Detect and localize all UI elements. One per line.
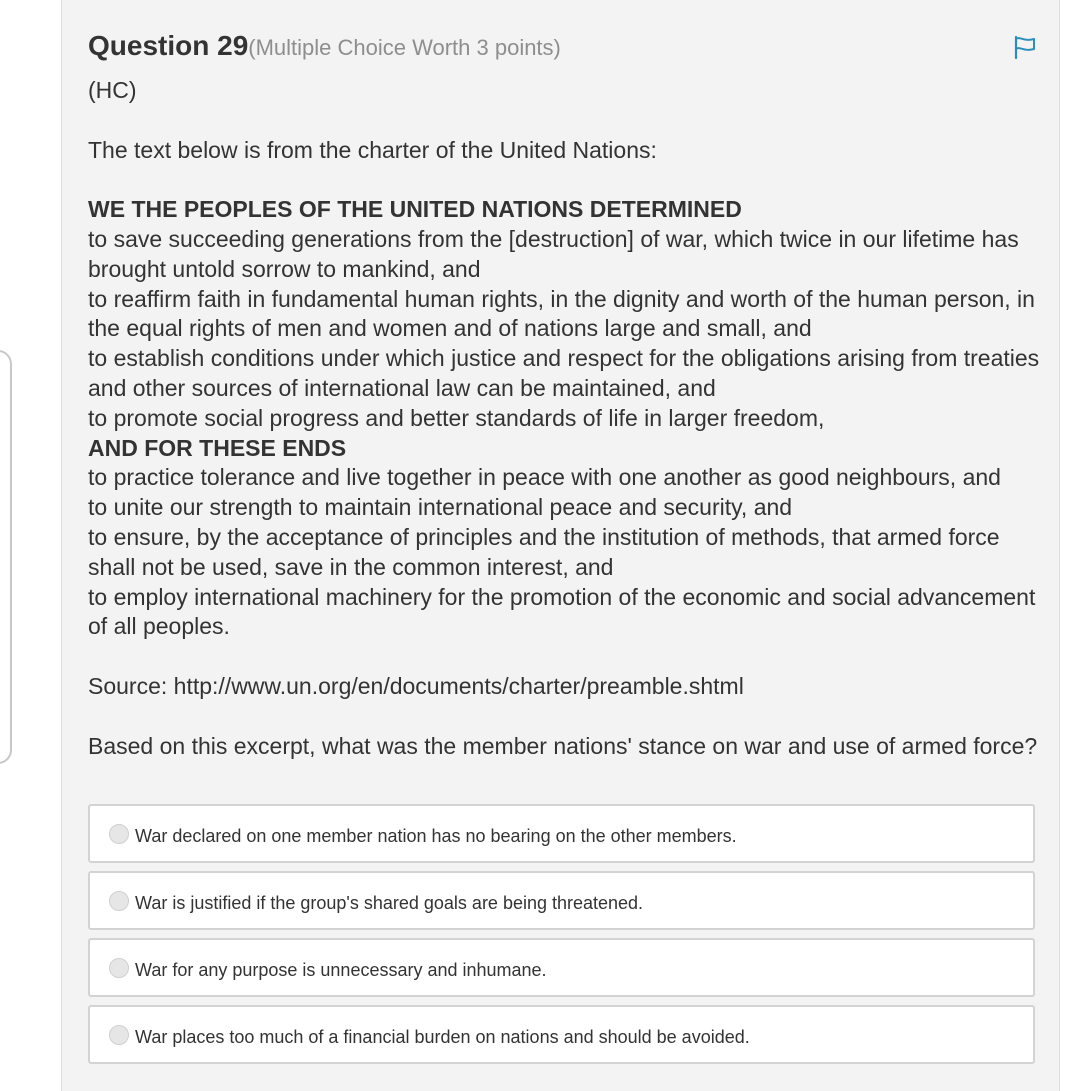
excerpt-line: to unite our strength to maintain international peace and security, and [88, 494, 793, 521]
answer-choice[interactable] [88, 871, 1035, 930]
excerpt-source: Source: http://www.un.org/en/documents/charter/preamble.shtml [88, 672, 744, 699]
question-card [61, 0, 1060, 1091]
question-header [88, 30, 561, 66]
excerpt-line: to promote social progress and better standards of life in larger freedom, [88, 404, 825, 431]
radio-button[interactable] [109, 824, 129, 844]
excerpt-line: to establish conditions under which justice and respect for the obligations arising from treaties and other sources of international law can be maintained, and [88, 345, 1040, 401]
answer-choice[interactable] [88, 804, 1035, 863]
radio-button[interactable] [109, 1025, 129, 1045]
flag-question-button[interactable] [1012, 34, 1038, 60]
question-points: (Multiple Choice Worth 3 points) [248, 35, 561, 60]
choice-label: War is justified if the group's shared goals are being threatened. [135, 893, 644, 913]
question-prompt: Based on this excerpt, what was the member nations' stance on war and use of armed force? [88, 732, 1038, 759]
choice-label: War places too much of a financial burden on nations and should be avoided. [135, 1027, 750, 1047]
flag-icon [1012, 34, 1038, 60]
question-tag: (HC) [88, 77, 137, 103]
excerpt-heading-2: AND FOR THESE ENDS [88, 434, 347, 461]
answer-choice[interactable] [88, 1005, 1035, 1064]
excerpt-heading-1: WE THE PEOPLES OF THE UNITED NATIONS DETERMINED [88, 196, 742, 223]
answer-choice[interactable] [88, 938, 1035, 997]
radio-button[interactable] [109, 958, 129, 978]
excerpt-line: to reaffirm faith in fundamental human rights, in the dignity and worth of the human person, in the equal rights of men and women and of nations large and small, and [88, 285, 1035, 342]
question-body [88, 76, 1043, 761]
excerpt-line: to practice tolerance and live together in peace with one another as good neighbours, and [88, 464, 1001, 491]
excerpt-line: to employ international machinery for the promotion of the economic and social advancement of all peoples. [88, 583, 1036, 640]
answer-choices [88, 804, 1035, 1072]
question-title: Question 29 [88, 30, 249, 61]
excerpt-line: to save succeeding generations from the [destruction] of war, which twice in our lifetime has brought untold sorrow to mankind, and [88, 225, 1019, 282]
radio-button[interactable] [109, 891, 129, 911]
choice-label: War declared on one member nation has no bearing on the other members. [135, 826, 737, 846]
excerpt-line: to ensure, by the acceptance of principles and the institution of methods, that armed force shall not be used, save in the common interest, and [88, 523, 1000, 580]
choice-label: War for any purpose is unnecessary and inhumane. [135, 960, 547, 980]
side-panel [0, 350, 12, 764]
excerpt-intro: The text below is from the charter of the United Nations: [88, 136, 657, 163]
